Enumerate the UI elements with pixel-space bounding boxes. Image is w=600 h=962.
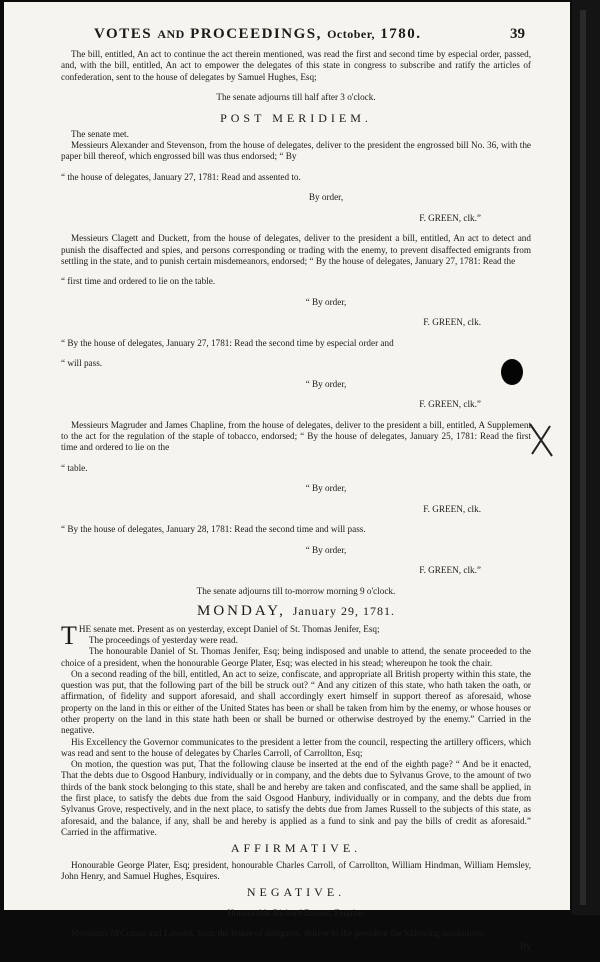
document-page (4, 2, 570, 952)
page-body (61, 49, 531, 962)
paragraph: On motion, the question was put, That the following clause be inserted at the end of the eighth page? “ And be it enacted, That the debts due to Osgood Hanbury, individually or in company, and the debts due to Sylvanus Grove, to the amount of two thirds of the bank stock belonging to this state, shall be and hereby are taken and confiscated, and the same shall be applied, in the first place, to satisfy the debts due from the said Osgood Hanbury, individually or in company, and the debts due from Sylvanus Grove, respectively, and in the next place, to satisfy the debts due from James Russell to the subjects of this state, as aforesaid, and the balance, if any, shall be and hereby is applied as a fund to sink and pay the bills of credit as aforesaid.” Carried in the affirmative. (61, 759, 531, 837)
by-order-line: “ By order, (305, 483, 347, 494)
header-title-votes: VOTES (94, 26, 153, 42)
header-title-proceedings: PROCEEDINGS, (190, 26, 322, 42)
by-order-line: “ By order, (305, 544, 347, 555)
by-order-line: “ By order, (305, 378, 347, 389)
section-heading-affirmative: AFFIRMATIVE. (230, 841, 362, 856)
clerk-signature: F. GREEN, clk.” (419, 565, 481, 576)
ink-blot (501, 359, 523, 385)
paragraph: The proceedings of yesterday were read. (88, 634, 238, 645)
clerk-signature: F. GREEN, clk.” (419, 212, 481, 223)
clerk-signature: F. GREEN, clk. (423, 503, 481, 514)
by-order-line: By order, (308, 192, 344, 203)
paragraph: On a second reading of the bill, entitled, An act to seize, confiscate, and appropriate all British property within this state, the question was put, that the following part of the bill be struck out? “ And any citizen of this state, who hath taken the oath, or affirmation, of fidelity and support aforesaid, and shall accordingly exert himself in support thereof as aforesaid, whose property on the land in this or either of the United States has been or shall be taken from him by the enemy, or whose houses or other property on the land in this state hath been or shall be burned or otherwise destroyed by the enemy.” Carried in the negative. (61, 668, 531, 736)
day-name: MONDAY, (196, 603, 286, 620)
adjourn-line: The senate adjourns till half after 3 o'clock. (216, 92, 376, 103)
by-order-line: “ By order, (305, 296, 347, 307)
paragraph: Honourable George Plater, Esq; president, honourable Charles Carroll, of Carrollton, William Hindman, William Hemsley, John Henry, and Samuel Hughes, Esquires. (61, 859, 531, 881)
quote-line: “ the house of delegates, January 27, 1781: Read and assented to. (61, 171, 301, 182)
catchword: By (520, 941, 531, 952)
paragraph: Messieurs Alexander and Stevenson, from the house of delegates, deliver to the president the engrossed bill No. 36, with the paper bill thereof, which engrossed bill was thus endorsed; “ By (61, 140, 531, 162)
clerk-signature: F. GREEN, clk.” (419, 399, 481, 410)
header-year: 1780. (380, 26, 422, 42)
paragraph: The honourable Daniel of St. Thomas Jenifer, Esq; being indisposed and unable to attend, the senate proceeded to the choice of a president, when the honourable George Plater, Esq; was elected in his stead; whereupon he took the chair. (61, 646, 531, 668)
handwritten-x-mark (526, 420, 556, 460)
quote-line: “ By the house of delegates, January 27, 1781: Read the second time by especial order and (61, 337, 394, 348)
header-month: October, (327, 27, 375, 41)
paragraph: The senate met. (71, 128, 129, 139)
page-number: 39 (510, 26, 525, 42)
drop-cap: T (61, 620, 77, 650)
adjourn-line: The senate adjourns till to-morrow morning 9 o'clock. (196, 585, 396, 596)
paragraph: The bill, entitled, An act to continue the act therein mentioned, was read the first and second time by especial order, passed, and, with the bill, entitled, An act to empower the delegates of this state in congress to subscribe and ratify the articles of confederation, sent to the house of delegates by Samuel Hughes, Esq; (61, 49, 531, 82)
paragraph: His Excellency the Governor communicates to the president a letter from the council, respecting the artillery officers, which was read and sent to the house of delegates by Charles Carroll, of Carrollton, Esq; (61, 736, 531, 758)
paragraph: Honourable Richard Barnes, Esquire. (227, 907, 365, 918)
quote-line: “ will pass. (61, 358, 103, 369)
scan-border (572, 0, 600, 915)
running-header (94, 26, 524, 46)
quote-line: “ table. (61, 462, 88, 473)
clerk-signature: F. GREEN, clk. (423, 317, 481, 328)
header-title-and: AND (157, 27, 185, 41)
paragraph: Messieurs M'Comas and Lawson, from the house of delegates, deliver to the president the following resolutions: (71, 928, 485, 939)
quote-line: “ first time and ordered to lie on the table. (61, 276, 216, 287)
section-heading-post-meridiem: POST MERIDIEM. (220, 110, 372, 125)
dropcap-text: HE senate met. Present as on yesterday, except Daniel of St. Thomas Jenifer, Esq; (78, 623, 380, 634)
paragraph: Messieurs Magruder and James Chapline, from the house of delegates, deliver to the president a bill, entitled, A Supplement to the act for the regulation of the staple of tobacco, endorsed; “ By the house of delegates, January 25, 1781: Read the first time and ordered to lie on the (61, 419, 531, 453)
quote-line: “ By the house of delegates, January 28, 1781: Read the second time and will pass. (61, 524, 366, 535)
day-heading (61, 603, 531, 620)
section-heading-negative: NEGATIVE. (246, 885, 346, 900)
day-date: January 29, 1781. (292, 604, 396, 619)
paragraph: Messieurs Clagett and Duckett, from the house of delegates, deliver to the president a bill, entitled, An act to detect and punish the disaffected and spies, and persons corresponding or trading with the enemy, to prevent disaffected emigrants from settling in the state, and to punish certain misdemeanors, endorsed; “ By the house of delegates, January 27, 1781: Read the (61, 233, 531, 266)
